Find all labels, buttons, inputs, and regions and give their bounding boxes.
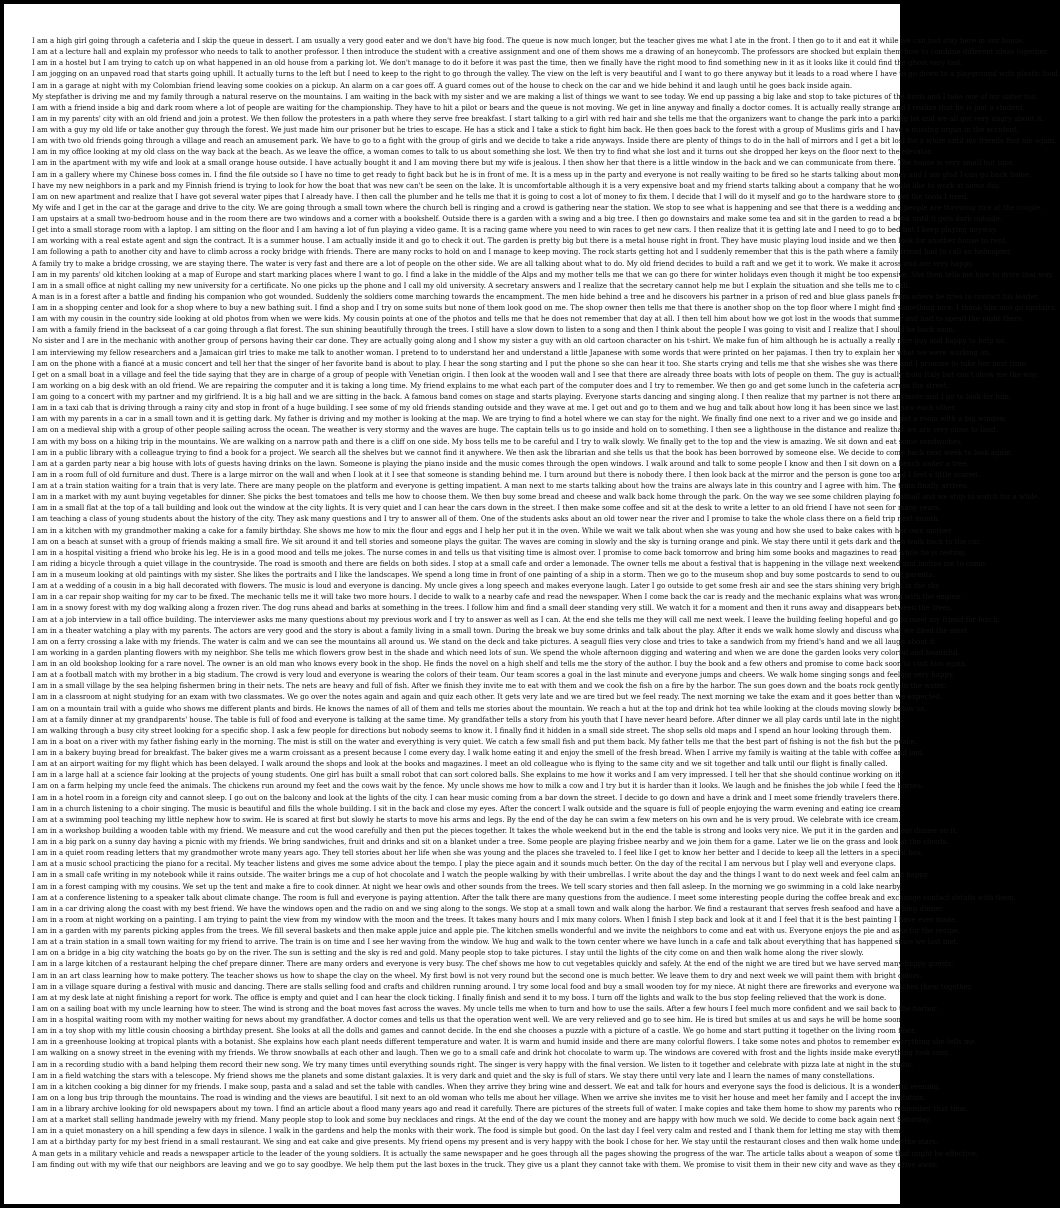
text-line: I am in a car driving along the coast with my best friend. We have the windows open and the radio on and we sing along to the songs. We stop at a small town and walk along the harbor. We find a restaurant that serves fresh seafood and have a long dinner. <box>32 904 945 913</box>
text-line: I am in a small flat at the top of a tall building and look out the window at the city lights. It is very quiet and I can hear the cars down in the street. I then make some coffee and sit at the desk to write a letter to an old friend I have not seen for many years. <box>32 504 941 513</box>
text-line: I am at a birthday party for my best friend in a small restaurant. We sing and eat cake and give presents. My friend opens my present and is very happy with the book I chose for her. We stay until the restaurant closes and then walk home under the stars. <box>32 1138 939 1147</box>
text-line: I am on the phone with a fiancé at a music concert and tell her that the singer of her favorite band is about to play. I hear the song starting and I put the phone so she can hear it too. She starts crying and tells me that she wishes she was there and I promise to take her next time. <box>32 359 1028 368</box>
text-line: I am at a conference listening to a speaker talk about climate change. The room is full and everyone is paying attention. After the talk there are many questions from the audience. I meet some interesting people during the coffee break and exchange contact details with them. <box>32 893 1016 902</box>
text-line: I am in a public library with a colleague trying to find a book for a project. We search all the shelves but we cannot find it anywhere. We then ask the librarian and she tells us that the book has been borrowed by someone else. We decide to come back next week to look again. <box>32 448 1013 457</box>
text-line: I am upstairs at a small two-bedroom house and in the room there are two windows and a corner with a bookshelf. Outside there is a garden with a swing and a big tree. I then go downstairs and make some tea and sit in the garden to read a book until it gets dark outside. <box>32 215 1003 223</box>
text-line: I am in a hotel room in a foreign city and cannot sleep. I go out on the balcony and look at the lights of the city. I can hear music coming from a bar down the street. I decide to go down and have a drink and I meet some friendly travelers there. <box>32 793 900 802</box>
text-line: I am at a football match with my brother in a big stadium. The crowd is very loud and everyone is wearing the colors of their team. Our team scores a goal in the last minute and everyone jumps and cheers. We walk home singing songs and feeling very happy. <box>32 671 955 680</box>
text-line: I am working on a big desk with an old friend. We are repairing the computer and it is taking a long time. My friend explains to me what each part of the computer does and I try to remember. We then go and get some lunch in the cafeteria across the street. <box>32 381 949 390</box>
text-line: I am in a room full of old furniture and dust. There is a large mirror on the wall and when I look at it I see that someone is standing behind me. I turn around but there is nobody there. I then look back at the mirror and the person is gone too and I feel a little scared. <box>32 470 980 479</box>
text-line: I am in a greenhouse looking at tropical plants with a botanist. She explains how each plant needs different temperature and water. It is warm and humid inside and there are many colorful flowers. I take some notes and photos to remember everything she tells me. <box>32 1038 977 1047</box>
text-line: I am on a medieval ship with a group of other people sailing across the ocean. The weather is very stormy and the waves are huge. The captain tells us to go inside and hold on to something. I then see a lighthouse in the distance and realize that we are very close to land. <box>32 426 998 435</box>
text-line: I am in a village square during a festival with music and dancing. There are stalls selling food and crafts and children running around. I try some local food and buy a small wooden toy for my niece. At night there are fireworks and everyone watches them together. <box>32 982 973 991</box>
text-line: I am in a garden with my parents picking apples from the trees. We fill several baskets and then make apple juice and apple pie. The kitchen smells wonderful and we invite the neighbors to come and eat with us. Everyone enjoys the pie and asks for the recipe. <box>32 927 961 935</box>
text-line: I am in a forest camping with my cousins. We set up the tent and make a fire to cook dinner. At night we hear owls and other sounds from the trees. We tell scary stories and then fall asleep. In the morning we go swimming in a cold lake nearby. <box>32 882 902 891</box>
text-line: I am in a kitchen cooking a big dinner for my friends. I make soup, pasta and a salad and set the table with candles. When they arrive they bring wine and dessert. We eat and talk for hours and everyone says the food is delicious. It is a wonderful evening. <box>32 1082 941 1091</box>
text-line: I am going to a concert with my partner and my girlfriend. It is a big hall and we are sitting in the back. A famous band comes on stage and starts playing. Everyone starts dancing and singing along. I then realize that my partner is not there anymore and I go to look for him. <box>32 393 1012 401</box>
text-line: I am in a gallery where my Chinese boss comes in. I find the file outside so I have no time to get ready to fight back but he is in front of me. It is a mess up in the party and everyone is not really waiting to be fired so he starts talking about money and I am glad I can go back home. <box>32 170 1032 179</box>
text-line: I am with two old friends going through a village and reach an amusement park. We have to go to a fight with the group of girls and we decide to take a ride anyways. Inside there are plenty of things to do in the hall of mirrors and I get a bit lost for a while until my friends find me again. <box>32 137 1057 146</box>
text-line: I am walking on a snowy street in the evening with my friends. We throw snowballs at each other and laugh. Then we go to a small cafe and drink hot chocolate to warm up. The windows are covered with frost and the lights inside make everything look cozy. <box>32 1049 950 1058</box>
text-line: No sister and I are in the mechanic with another group of persons having their car done. They are actually going along and I show my sister a guy with an old cartoon character on his t-shirt. We make fun of him although he is actually a really nice guy and happy to help us. <box>32 337 1007 346</box>
text-line: My stepfather is driving me and my family through a natural reserve on the mountains. I am waiting in the back with my sister and we are making a list of things we want to see today. We end up passing a big lake and stop to take pictures of the birds and I take one of my sister too. <box>32 92 1038 101</box>
text-line: I am a high girl going through a cafeteria and I skip the queue in dessert. I am usually a very good eater and we don't have big food. The queue is now much longer, but the teacher gives me what I ate in the front. I then go to it and eat it while we can just stay here in our house. <box>32 37 1025 45</box>
text-body <box>32 36 1060 1171</box>
text-line: I am in a toy shop with my little cousin choosing a birthday present. She looks at all the dolls and games and cannot decide. In the end she chooses a puzzle with a picture of a castle. We go home and start putting it together on the living room floor. <box>32 1027 917 1036</box>
text-line: I am at a market stall selling handmade jewelry with my friend. Many people stop to look and some buy necklaces and rings. At the end of the day we count the money and are happy with how much we sold. We decide to come back again next Saturday. <box>32 1116 931 1125</box>
text-line: I am on a farm helping my uncle feed the animals. The chickens run around my feet and the cows wait by the fence. My uncle shows me how to milk a cow and I try but it is harder than it looks. We laugh and he finishes the job while I feed the horses. <box>32 782 924 791</box>
text-line: I am at a job interview in a tall office building. The interviewer asks me many questions about my previous work and I try to answer as well as I can. At the end she tells me they will call me next week. I leave the building feeling hopeful and go to meet my friend for lunch. <box>32 615 1001 624</box>
text-line: I am on new apartment and realize that I have got several water pipes that I already have. I then call the plumber and he tells me that it is going to cost a lot of money to fix them. I decide that I will do it myself and go to the hardware store to get the tools I need. <box>32 192 969 201</box>
text-line: I am at a garden party near a big house with lots of guests having drinks on the lawn. Someone is playing the piano inside and the music comes through the open windows. I walk around and talk to some people I know and then I sit down on a bench under a tree. <box>32 459 969 468</box>
text-line: I am in a hospital visiting a friend who broke his leg. He is in a good mood and tells me jokes. The nurse comes in and tells us that visiting time is almost over. I promise to come back tomorrow and bring him some books and magazines to read while he is resting. <box>32 548 967 557</box>
text-line: I am on a beach at sunset with a group of friends making a small fire. We sit around it and tell stories and someone plays the guitar. The waves are coming in slowly and the sky is turning orange and pink. We stay there until it gets dark and then walk back to the car. <box>32 537 982 546</box>
text-line: I am in a museum looking at old paintings with my sister. She likes the portraits and I like the landscapes. We spend a long time in front of one painting of a ship in a storm. Then we go to the museum shop and buy some postcards to send to our parents. <box>32 571 935 579</box>
text-line: I am in a hostel but I am trying to catch up on what happened in an old house from a parking lot. We don't manage to do it before it was past the time, then we finally have the right mood to find something new in it as it looks like it could find the ghost very fast. <box>32 59 963 68</box>
text-line: I am following a path to another city and have to climb across a rocky bridge with friends. There are many rocks to hold on and I manage to keep moving. The rock starts getting hot and I suddenly remember that this is the path where a family friend had to call an helicopter. <box>32 248 1012 257</box>
text-line: I am with a family friend in the backseat of a car going through a flat forest. The sun shining beautifully through the trees. I still have a slow down to listen to a song and then I think about the people I was going to visit and I realize that I should be back soon. <box>32 326 956 335</box>
text-line: I am jogging on an unpaved road that starts going uphill. It actually turns to the left but I need to keep to the right to go through the valley. The view on the left is very beautiful and I want to go there anyway but it leads to a road where I have to go down to a playground with plastic food. <box>32 70 1060 79</box>
text-line: I am at a train station waiting for a train that is very late. There are many people on the platform and everyone is getting impatient. A man next to me starts talking about how the trains are always late in this country and I agree with him. The train finally arrives. <box>32 482 969 490</box>
text-line: I am in my parents' city with an old friend and join a protest. We then follow the protesters in a path where they serve free breakfast. I start talking to a girl with red hair and she tells me that the organizers want to change the park into a parking lot and we all get very angry about it. <box>32 114 1045 123</box>
text-line: I am in a car repair shop waiting for my car to be fixed. The mechanic tells me it will take two more hours. I decide to walk to a nearby cafe and read the newspaper. When I come back the car is ready and the mechanic explains what was wrong with the engine. <box>32 593 963 602</box>
text-line: I am on a sailing boat with my uncle learning how to steer. The wind is strong and the boat moves fast across the waves. My uncle tells me when to turn and how to use the sails. After a few hours I feel much more confident and we sail back to the harbor. <box>32 1004 939 1013</box>
text-line: I am at a wedding of a cousin in a big hall decorated with flowers. The music is loud and everyone is dancing. My uncle gives a long speech and makes everyone laugh. Later I go outside to get some fresh air and see the stars shining very bright in the sky. <box>32 582 941 591</box>
text-line: I am at my desk late at night finishing a report for work. The office is empty and quiet and I can hear the clock ticking. I finally finish and send it to my boss. I turn off the lights and walk to the bus stop feeling relieved that the work is done. <box>32 993 887 1002</box>
text-line: I am in a large hall at a science fair looking at the projects of young students. One girl has built a small robot that can sort colored balls. She explains to me how it works and I am very impressed. I tell her that she should continue working on it. <box>32 771 903 780</box>
text-line: I am with my boss on a hiking trip in the mountains. We are walking on a narrow path and there is a cliff on one side. My boss tells me to be careful and I try to walk slowly. We finally get to the top and the view is amazing. We sit down and eat some sandwiches. <box>32 437 963 446</box>
text-line: I am with my cousin in the country side looking at old photos from when we were kids. My cousin points at one of the photos and tells me that he does not remember that day at all. I then tell him about how we got lost in the woods that summer and had to spend the night there. <box>32 315 1025 324</box>
text-line: I am in a boat on a river with my father fishing early in the morning. The mist is still on the water and everything is very quiet. We catch a few small fish and put them back. My father tells me that the best part of fishing is not the fish but the peace. <box>32 737 917 746</box>
text-line: A man gets in a military vehicle and reads a newspaper article to the leader of the young soldiers. It is actually the same newspaper and he goes through all the pages showing the progress of the war. The article talks about a weapon of some that might be effective. <box>32 1149 978 1158</box>
text-line: I am in a kitchen with my grandmother making a cake for a family birthday. She shows me how to mix the flour and eggs and I help her put it in the oven. While we wait we talk about when she was young and how she used to bake cakes with her own mother. <box>32 526 954 535</box>
text-line: I am with a friend inside a big and dark room where a lot of people are waiting for the championship. They have to hit a pilot or bears and the queue is not moving. We get in line anyway and finally a doctor comes. It is actually really strange and I realize that he is just a student. <box>32 103 1025 112</box>
text-line: I am interviewing my fellow researchers and a Jamaican girl tries to make me talk to another woman. I pretend to to understand her and understand a little Japanese with some words that were printed on her pajamas. I then try to explain her what we were working on. <box>32 348 992 357</box>
text-line: I am in a big park on a sunny day having a picnic with my friends. We bring sandwiches, fruit and drinks and sit on a blanket under a tree. Some people are playing frisbee nearby and we join them for a game. Later we lie on the grass and look at the clouds. <box>32 838 949 846</box>
text-line: I get on a small boat in a village and feel the tide saying that they are in charge of a group of people with Venetian origin. I then look at the wooden wall and I see that there are already three boats with lots of people on them. The guy is actually from Italy but can't show me the way. <box>32 370 1039 379</box>
text-line: I get into a small storage room with a laptop. I am sitting on the floor and I am having a lot of fun playing a video game. It is a racing game where you need to win races to get new cars. I then realize that it is getting late and I need to go to bed but I keep playing anyway. <box>32 226 998 235</box>
text-line: I am at a swimming pool teaching my little nephew how to swim. He is scared at first but slowly he starts to move his arms and legs. By the end of the day he can swim a few meters on his own and he is very proud. We celebrate with ice cream. <box>32 815 901 824</box>
text-line: A man is in a forest after a battle and finding his companion who got wounded. Suddenly the soldiers come marching towards the encampment. The men hide behind a tree and he discovers his partner in a prison of red and blue glass panels from where he tries to contact his leader. <box>32 292 1040 301</box>
text-line: I am in a workshop building a wooden table with my friend. We measure and cut the wood carefully and then put the pieces together. It takes the whole weekend but in the end the table is strong and looks very nice. We put it in the garden and eat dinner on it. <box>32 826 958 835</box>
text-line: I am in my parents' old kitchen looking at a map of Europe and start marking places where I want to go. I find a lake in the middle of the Alps and my mother tells me that we can go there for winter holidays even though it might be too expensive. She then tells me how to drive that way. <box>32 270 1054 279</box>
text-line: A family try to make a bridge crossing, we are staying there. The water is very fast and there are a lot of people on the other side. We are all talking about what to do. My old friend decides to build a raft and we get it to work. We make it across and are very happy. <box>32 259 974 268</box>
text-line: I am walking through a busy city street looking for a specific shop. I ask a few people for directions but nobody seems to know it. I finally find it hidden in a small side street. The shop sells old maps and I spend an hour looking through them. <box>32 726 892 735</box>
text-line: I am in a small cafe writing in my notebook while it rains outside. The waiter brings me a cup of hot chocolate and I watch the people walking by with their umbrellas. I write about the day and the things I want to do next week and feel calm and happy. <box>32 871 930 880</box>
text-line: I am in a snowy forest with my dog walking along a frozen river. The dog runs ahead and barks at something in the trees. I follow him and find a small deer standing very still. We watch it for a moment and then it runs away and disappears between the trees. <box>32 604 953 613</box>
text-line: I am in a theater watching a play with my parents. The actors are very good and the story is about a family living in a small town. During the break we buy some drinks and talk about the play. After it ends we walk home slowly and discuss what we liked the most. <box>32 626 970 635</box>
text-line: I am in a garage at night with my Colombian friend leaving some cookies on a pickup. An alarm on a car goes off. A guard comes out of the house to check on the car and we hide behind it and laugh until he goes back inside again. <box>32 81 853 90</box>
text-line: I am in a taxi cab that is driving through a rainy city and stop in front of a huge building. I see some of my old friends standing outside and they wave at me. I get out and go to them and we hug and talk about how long it has been since we last saw each other. <box>32 404 957 413</box>
text-line: I am with my parents in a car in a small town and it is getting dark. My father is driving and my mother is looking at the map. We are trying to find a hotel where we can stay for the night. We finally find one next to a river and we go inside and get a room with a big window. <box>32 415 1007 424</box>
text-line: I am in a large kitchen of a restaurant helping the chef prepare dinner. There are many orders and everyone is very busy. The chef shows me how to cut vegetables quickly and safely. At the end of the night we are tired but we have served many happy guests. <box>32 960 954 969</box>
text-line: I am at a train station in a small town waiting for my friend to arrive. The train is on time and I see her waving from the window. We hug and walk to the town center where we have lunch in a cafe and talk about everything that has happened since we last met. <box>32 938 959 947</box>
text-line: I am on a ferry crossing a lake with my friends. The water is calm and we can see the mountains all around us. We stand on the deck and take pictures. A seagull flies very close and tries to take a sandwich from my friend's hand and we all laugh about it. <box>32 637 938 646</box>
text-line: I am in a shopping center and look for a shop where to buy a new bathing suit. I find a shop and I try on some suits but none of them look good on me. The shop owner then tells me that there is another shop on the top floor where I might find something nice. I thank him and go upstairs. <box>32 304 1057 312</box>
text-line: My wife and I get in the car at the garage and drive to the city. We are going through a small town where the church bell is ringing and a crowd is gathering near the station. We stop to see what is happening and see that there is a wedding and people are throwing rice at the couple. <box>32 203 1043 212</box>
document-page <box>4 4 1060 1204</box>
text-line: I have my new neighbors in a park and my Finnish friend is trying to look for how the boat that was new can't be seen on the lake. It is uncomfortable although it is a very expensive boat and my friend starts talking about a company that he would like to work at some day. <box>32 181 1001 190</box>
text-line: I am in a recording studio with a band helping them record their new song. We try many times until everything sounds right. The singer is very happy with the final version. We listen to it together and celebrate with pizza late at night in the studio. <box>32 1060 914 1069</box>
text-line: I am riding a bicycle through a quiet village in the countryside. The road is smooth and there are fields on both sides. I stop at a small cafe and order a lemonade. The owner tells me about a festival that is happening in the village next weekend and invites me to come. <box>32 559 988 568</box>
text-line: I am in an art class learning how to make pottery. The teacher shows us how to shape the clay on the wheel. My first bowl is not very round but the second one is much better. We leave them to dry and next week we will paint them with bright colors. <box>32 971 922 980</box>
text-line: I am finding out with my wife that our neighbors are leaving and we go to say goodbye. We help them put the last boxes in the truck. They give us a plant they cannot take with them. We promise to visit them in their new city and wave as they drive away. <box>32 1160 938 1169</box>
text-line: I am in a small office at night calling my new university for a certificate. No one picks up the phone and I call my old university. A secretary answers and I realize that the secretary cannot help me but I explain the situation and she tells me to call. <box>32 281 911 290</box>
text-line: I am working with a real estate agent and sign the contract. It is a summer house. I am actually inside it and go to check it out. The garden is pretty big but there is a metal house right in front. They have music playing loud inside and we then look for another house to rent. <box>32 237 1008 246</box>
text-line: I am in a classroom at night studying for an exam with two classmates. We go over the notes again and again and quiz each other. It gets very late and we are tired but we feel ready. The next morning we take the exam and it goes better than we expected. <box>32 693 943 702</box>
text-line: I am in a room at night working on a painting. I am trying to paint the view from my window with the moon and the trees. It takes many hours and I mix many colors. When I finish I step back and look at it and I feel that it is the best painting I have ever made. <box>32 915 958 924</box>
text-line: I am in a market with my aunt buying vegetables for dinner. She picks the best tomatoes and tells me how to choose them. We then buy some bread and cheese and walk back home through the park. On the way we see some children playing football and we stop to watch for a while. <box>32 493 1041 502</box>
text-line: I am teaching a class of young students about the history of the city. They ask many questions and I try to answer all of them. One of the students asks about an old tower near the river and I promise to take the whole class there on a field trip next month. <box>32 515 941 524</box>
text-line: I am on a long bus trip through the mountains. The road is winding and the views are beautiful. I sit next to an old woman who tells me about her village. When we arrive she invites me to visit her house and meet her family and I accept the invitation. <box>32 1093 926 1102</box>
text-line: I am in a field watching the stars with a telescope. My friend shows me the planets and some distant galaxies. It is very dark and quiet and the sky is full of stars. We stay there until very late and I learn the names of many constellations. <box>32 1071 875 1080</box>
text-line: I am with a guy my old life or take another guy through the forest. We just made him our prisoner but he tries to escape. He has a stick and I take a stick to fight him back. He then goes back to the forest with a group of Muslims girls and I have a missing organ in the accident. <box>32 126 1020 134</box>
text-line: I am in the apartment with my wife and look at a small orange house outside. I have actually bought it and I am moving there but my wife is jealous. I then show her that there is a little window in the back and we can communicate from there. The house is very small but nice. <box>32 159 1015 168</box>
text-line: I am in my office looking at my old class on the way back at the beach. As we leave the office, a woman comes to talk to us about something she lost. We then try to find what she lost and it turns out she dropped her keys on the floor next to the elevator. <box>32 148 933 157</box>
text-line: I am in a hospital waiting room with my mother waiting for news about my grandfather. A doctor comes and tells us that the operation went well. We are very relieved and go to see him. He is tired but smiles at us and says he will be home soon. <box>32 1016 904 1024</box>
text-line: I am in a quiet room reading letters that my grandmother wrote many years ago. They tell stories about her life when she was young and the places she traveled to. I feel like I get to know her better and I decide to keep all the letters in a special box. <box>32 849 924 858</box>
text-line: I am in a church listening to a choir singing. The music is beautiful and fills the whole building. I sit in the back and close my eyes. After the concert I walk outside and the square is full of people enjoying the warm evening and eating ice cream. <box>32 804 903 813</box>
text-line: I am in a library archive looking for old newspapers about my town. I find an article about a flood many years ago and read it carefully. There are pictures of the streets full of water. I make copies and take them home to show my parents who remember that time. <box>32 1105 969 1113</box>
text-line: I am in a quiet monastery on a hill spending a few days in silence. I walk in the gardens and help the monks with their work. The food is simple but good. On the last day I feel very calm and rested and I thank them for letting me stay with them. <box>32 1127 903 1136</box>
text-line: I am in a small village by the sea helping fishermen bring in their nets. The nets are heavy and full of fish. After we finish they invite me to eat with them and we cook the fish on a fire by the harbor. The sun goes down and the boats rock gently in the water. <box>32 682 947 691</box>
text-line: I am on a bridge in a big city watching the boats go by on the river. The sun is setting and the sky is red and gold. Many people stop to take pictures. I stay until the lights of the city come on and then walk home along the river slowly. <box>32 949 864 958</box>
text-line: I am in an old bookshop looking for a rare novel. The owner is an old man who knows every book in the shop. He finds the novel on a high shelf and tells me the story of the author. I buy the book and a few others and promise to come back soon to visit him again. <box>32 660 968 668</box>
text-line: I am at a family dinner at my grandparents' house. The table is full of food and everyone is talking at the same time. My grandfather tells a story from his youth that I have never heard before. After dinner we all play cards until late in the night. <box>32 715 902 724</box>
text-line: I am at an airport waiting for my flight which has been delayed. I walk around the shops and look at the books and magazines. I meet an old colleague who is flying to the same city and we sit together and talk until our flight is finally called. <box>32 760 888 769</box>
text-line: I am in a bakery buying bread for breakfast. The baker gives me a warm croissant as a present because I come every day. I walk home eating it and enjoy the smell of the fresh bread. When I arrive my family is waiting at the table with coffee and jam. <box>32 749 925 757</box>
text-line: I am working in a garden planting flowers with my neighbor. She tells me which flowers grow best in the shade and which need lots of sun. We spend the whole afternoon digging and watering and when we are done the garden looks very colorful and beautiful. <box>32 648 960 657</box>
text-line: I am at a lecture hall and explain my professor who needs to talk to another professor. I then introduce the student with a creative assignment and one of them shows me a drawing of an honeycomb. The professors are shocked but explain them how to combine different ideas together. <box>32 48 1049 57</box>
text-line: I am on a mountain trail with a guide who shows me different plants and birds. He knows the names of all of them and tells me stories about the mountain. We reach a hut at the top and drink hot tea while looking at the clouds moving slowly below us. <box>32 704 927 713</box>
text-line: I am at a music school practicing the piano for a recital. My teacher listens and gives me some advice about the tempo. I play the piece again and it sounds much better. On the day of the recital I am nervous but I play well and everyone claps. <box>32 860 896 869</box>
